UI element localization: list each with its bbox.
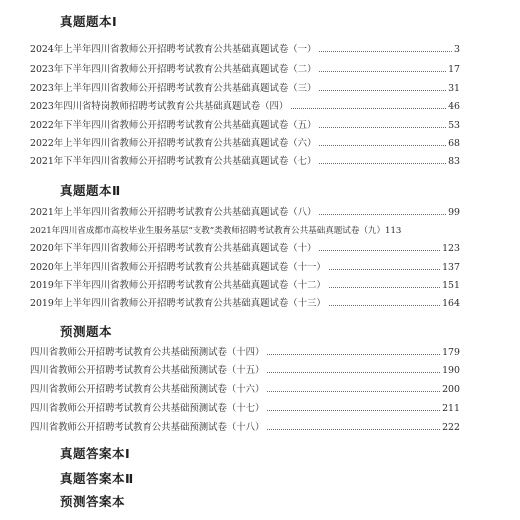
toc-item-page: 31 (448, 83, 460, 94)
toc-item-title: 2023年上半年四川省教师公开招聘考试教育公共基础真题试卷（三） (30, 83, 317, 94)
toc-item-title: 四川省教师公开招聘考试教育公共基础预测试卷（十五） (30, 365, 265, 376)
toc-item-title: 2022年下半年四川省教师公开招聘考试教育公共基础真题试卷（五） (30, 120, 317, 131)
toc-item[interactable] (30, 346, 460, 360)
toc-item[interactable] (30, 402, 460, 416)
toc-item-title: 2019年下半年四川省教师公开招聘考试教育公共基础真题试卷（十二） (30, 280, 326, 291)
toc-item-page: 164 (442, 298, 460, 309)
dot-leader (267, 429, 440, 430)
toc-item[interactable] (30, 364, 460, 378)
dot-leader (267, 410, 440, 411)
toc-item-title: 2020年上半年四川省教师公开招聘考试教育公共基础真题试卷（十一） (30, 262, 326, 273)
dot-leader (267, 354, 440, 355)
toc-item[interactable] (30, 242, 460, 256)
dot-leader (329, 269, 440, 270)
toc-item-title: 2020年下半年四川省教师公开招聘考试教育公共基础真题试卷（十） (30, 243, 317, 254)
toc-item-title: 2023年下半年四川省教师公开招聘考试教育公共基础真题试卷（二） (30, 64, 317, 75)
dot-leader (319, 51, 452, 52)
answer-book-zhenti-2[interactable]: 真题答案本Ⅱ (60, 471, 134, 486)
section-title-zhenti-2: 真题题本Ⅱ (60, 183, 121, 198)
toc-item[interactable] (30, 43, 460, 57)
toc-item[interactable] (30, 82, 460, 96)
dot-leader (319, 71, 446, 72)
toc-item-title: 2019年上半年四川省教师公开招聘考试教育公共基础真题试卷（十三） (30, 298, 326, 309)
toc-item-title: 四川省教师公开招聘考试教育公共基础预测试卷（十六） (30, 384, 265, 395)
toc-item-page: 190 (442, 365, 460, 376)
toc-item-page: 83 (448, 156, 460, 167)
toc-item[interactable] (30, 383, 460, 397)
toc-item[interactable] (30, 155, 460, 169)
toc-item-title: 2021年上半年四川省教师公开招聘考试教育公共基础真题试卷（八） (30, 207, 317, 218)
toc-item[interactable] (30, 206, 460, 220)
toc-item-title: 2023年四川省特岗教师招聘考试教育公共基础真题试卷（四） (30, 101, 289, 112)
dot-leader (319, 127, 446, 128)
toc-item[interactable] (30, 119, 460, 133)
toc-item-page: 113 (385, 226, 402, 236)
answer-book-zhenti-1[interactable]: 真题答案本Ⅰ (60, 446, 131, 461)
toc-item-title: 四川省教师公开招聘考试教育公共基础预测试卷（十七） (30, 403, 265, 414)
toc-item-page: 68 (448, 138, 460, 149)
section-title-yuce: 预测题本 (60, 324, 113, 339)
toc-item-page: 222 (442, 422, 460, 433)
toc-item[interactable] (30, 279, 460, 293)
dot-leader (319, 90, 446, 91)
dot-leader (329, 305, 440, 306)
dot-leader (329, 287, 440, 288)
toc-item-page: 99 (448, 207, 460, 218)
toc-item-page: 137 (442, 262, 460, 273)
toc-item[interactable] (30, 421, 460, 435)
dot-leader (319, 250, 440, 251)
toc-item-page: 179 (442, 347, 460, 358)
toc-item-title: 2024年上半年四川省教师公开招聘考试教育公共基础真题试卷（一） (30, 44, 317, 55)
toc-item-title: 四川省教师公开招聘考试教育公共基础预测试卷（十四） (30, 347, 265, 358)
toc-item-title: 2021年下半年四川省教师公开招聘考试教育公共基础真题试卷（七） (30, 156, 317, 167)
toc-item[interactable] (30, 100, 460, 114)
toc-item-page: 200 (442, 384, 460, 395)
toc-item-title: 2022年上半年四川省教师公开招聘考试教育公共基础真题试卷（六） (30, 138, 317, 149)
toc-item[interactable] (30, 137, 460, 151)
toc-item[interactable] (30, 297, 460, 311)
toc-item-page: 123 (442, 243, 460, 254)
toc-item-page: 17 (448, 64, 460, 75)
toc-item[interactable] (30, 261, 460, 275)
toc-item[interactable] (30, 63, 460, 77)
section-title-zhenti-1: 真题题本Ⅰ (60, 14, 118, 29)
dot-leader (319, 163, 446, 164)
toc-item-title: 四川省教师公开招聘考试教育公共基础预测试卷（十八） (30, 422, 265, 433)
toc-item-page: 46 (448, 101, 460, 112)
toc-item-title: 2021年四川省成都市高校毕业生服务基层“支教”类教师招聘考试教育公共基础真题试卷（九） (30, 226, 386, 236)
dot-leader (319, 145, 446, 146)
dot-leader (319, 214, 446, 215)
dot-leader (291, 108, 446, 109)
toc-item-page: 211 (442, 403, 460, 414)
dot-leader (267, 372, 440, 373)
toc-item-page: 3 (454, 44, 460, 55)
toc-item[interactable] (30, 224, 460, 238)
toc-item-page: 53 (448, 120, 460, 131)
dot-leader (267, 391, 440, 392)
toc-item-page: 151 (442, 280, 460, 291)
answer-book-yuce[interactable]: 预测答案本 (60, 494, 126, 509)
